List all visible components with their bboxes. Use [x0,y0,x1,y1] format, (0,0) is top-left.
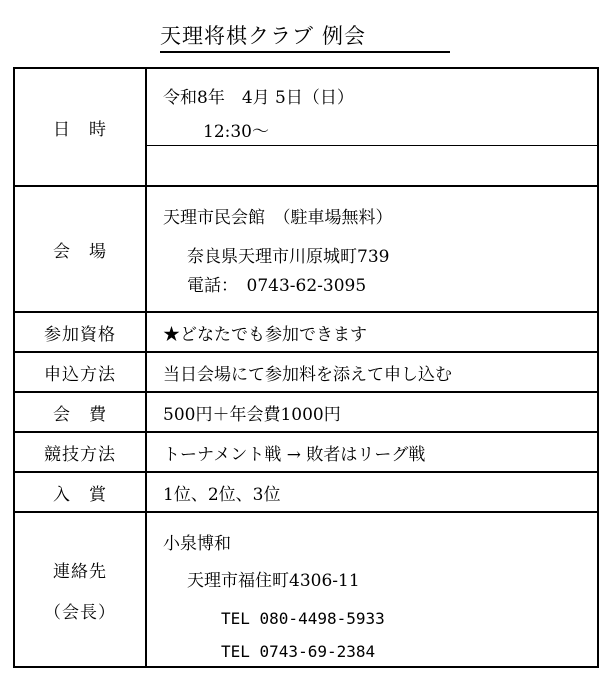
label-eligibility: 参加資格 [14,312,146,352]
venue-phone: 電話： 0743-62-3095 [187,276,367,296]
table-row-venue [14,186,598,312]
venue-name: 天理市民会館 （駐車場無料） [163,208,393,228]
table-row-prizes [14,472,598,512]
label-prizes: 入 賞 [14,472,146,512]
title-sub: 例会 [322,24,366,48]
label-contact: 連絡先 （会長） [14,512,146,667]
value-contact [146,512,598,667]
label-format: 競技方法 [14,432,146,472]
label-venue: 会 場 [14,186,146,312]
title-main: 天理将棋クラブ [160,24,314,48]
contact-address: 天理市福住町4306-11 [187,571,360,591]
page-title [160,20,450,53]
value-prizes: 1位、2位、3位 [146,472,598,512]
value-format: トーナメント戦 → 敗者はリーグ戦 [146,432,598,472]
table-row-contact [14,512,598,667]
contact-tel-2: TEL 0743-69-2384 [221,642,376,661]
value-datetime [146,68,598,186]
time-text: 12:30〜 [203,122,269,142]
label-application: 申込方法 [14,352,146,392]
contact-name: 小泉博和 [163,534,231,554]
table-row-format [14,432,598,472]
table-row-application [14,352,598,392]
info-table [13,67,599,668]
value-application: 当日会場にて参加料を添えて申し込む [146,352,598,392]
table-row-datetime [14,68,598,186]
label-fee: 会 費 [14,392,146,432]
value-eligibility: ★どなたでも参加できます [146,312,598,352]
value-fee: 500円＋年会費1000円 [146,392,598,432]
label-datetime: 日 時 [14,68,146,186]
value-venue [146,186,598,312]
table-row-fee [14,392,598,432]
inner-divider [147,145,597,146]
contact-tel-1: TEL 080-4498-5933 [221,609,385,628]
date-text: 令和8年 4月 5日（日） [163,88,354,108]
table-row-eligibility [14,312,598,352]
venue-address: 奈良県天理市川原城町739 [187,247,390,267]
